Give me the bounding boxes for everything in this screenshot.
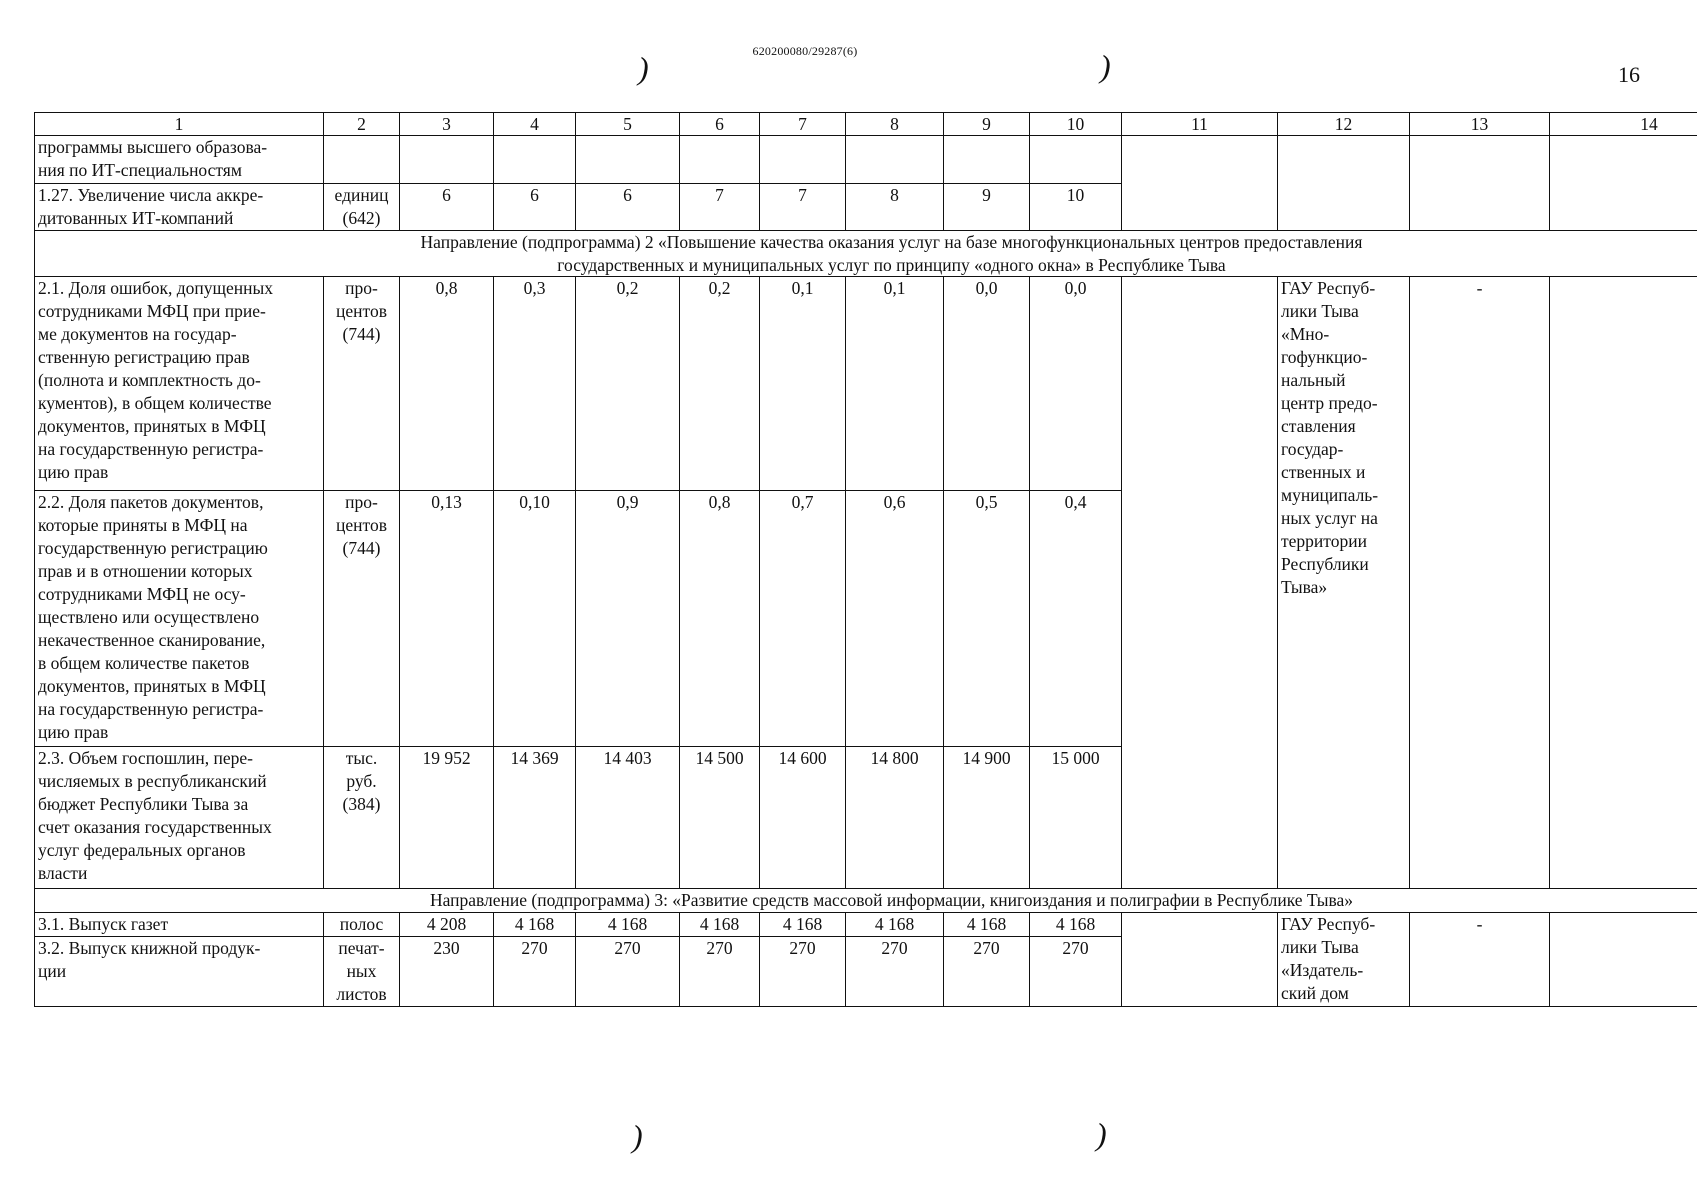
value-cell: 14 369 [494,747,576,889]
indicator-name: 3.1. Выпуск газет [35,913,324,937]
cell [324,136,400,184]
cell [1278,136,1410,231]
cell [760,136,846,184]
unit-cell: тыс. руб. (384) [324,747,400,889]
value-cell: 6 [400,184,494,231]
value-cell: 0,0 [1030,277,1122,491]
cell [1122,277,1278,889]
column-header: 1 [35,113,324,136]
cell [1550,136,1697,231]
cell [1410,136,1550,231]
unit-cell: про- центов (744) [324,277,400,491]
scan-mark: ) [1096,1116,1107,1152]
column-header: 7 [760,113,846,136]
value-cell: 7 [760,184,846,231]
value-cell: 270 [1030,937,1122,1007]
value-cell: 14 900 [944,747,1030,889]
value-cell: 19 952 [400,747,494,889]
value-cell: 0,10 [494,491,576,747]
value-cell: 10 [1030,184,1122,231]
value-cell: 0,1 [760,277,846,491]
dash-cell: - [1410,277,1550,889]
cell [400,136,494,184]
value-cell: 7 [680,184,760,231]
value-cell: 270 [944,937,1030,1007]
column-header: 10 [1030,113,1122,136]
table-row [35,913,1697,937]
unit-cell: единиц (642) [324,184,400,231]
table-row [35,277,1697,491]
value-cell: 270 [494,937,576,1007]
indicators-table [34,112,1697,1007]
scan-mark: ) [638,50,649,86]
value-cell: 270 [846,937,944,1007]
column-header: 5 [576,113,680,136]
value-cell: 4 168 [680,913,760,937]
cell [494,136,576,184]
cell [1550,277,1697,889]
indicator-name: 2.1. Доля ошибок, допущенных сотрудниками МФЦ при прие- ме документов на государ- ственную регистрацию прав (полнота и комплектность до- кументов), в общем количестве документов, принятых в МФЦ на государственную регистра- цию прав [35,277,324,491]
responsible-organization: ГАУ Респуб- лики Тыва «Издатель- ский дом [1278,913,1410,1007]
column-header: 9 [944,113,1030,136]
value-cell: 14 500 [680,747,760,889]
cell [1030,136,1122,184]
value-cell: 4 168 [944,913,1030,937]
column-header: 3 [400,113,494,136]
value-cell: 270 [680,937,760,1007]
value-cell: 0,1 [846,277,944,491]
table-row [35,136,1697,184]
column-header: 2 [324,113,400,136]
value-cell: 6 [494,184,576,231]
responsible-organization: ГАУ Респуб- лики Тыва «Мно- гофункцио- нальный центр предо- ставления государ- ственных и муниципаль- ных услуг на территории Республики Тыва» [1278,277,1410,889]
cell [1550,913,1697,1007]
value-cell: 0,5 [944,491,1030,747]
value-cell: 4 168 [1030,913,1122,937]
value-cell: 0,3 [494,277,576,491]
value-cell: 0,13 [400,491,494,747]
indicator-name: 2.3. Объем госпошлин, пере- числяемых в республиканский бюджет Республики Тыва за счет оказания государственных услуг федеральных органов власти [35,747,324,889]
section-heading: Направление (подпрограмма) 3: «Развитие средств массовой информации, книгоиздания и полиграфии в Республике Тыва» [35,889,1697,913]
column-header: 14 [1550,113,1697,136]
indicator-name: 2.2. Доля пакетов документов, которые приняты в МФЦ на государственную регистрацию прав и в отношении которых сотрудниками МФЦ не осу- ществлено или осуществлено некачественное сканирование, в общем количестве пакетов документов, принятых в МФЦ на государственную регистра- цию прав [35,491,324,747]
value-cell: 0,2 [680,277,760,491]
value-cell: 0,0 [944,277,1030,491]
indicator-name: программы высшего образова- ния по ИТ-специальностям [35,136,324,184]
column-header: 11 [1122,113,1278,136]
scan-mark: ) [632,1118,643,1154]
column-header: 13 [1410,113,1550,136]
value-cell: 4 168 [494,913,576,937]
dash-cell: - [1410,913,1550,1007]
page-number: 16 [1618,62,1640,87]
cell [1122,913,1278,1007]
section-heading: Направление (подпрограмма) 2 «Повышение качества оказания услуг на базе многофункциональных центров предоставления государственных и муниципальных услуг по принципу «одного окна» в Республике Тыва [35,231,1697,277]
value-cell: 8 [846,184,944,231]
value-cell: 0,7 [760,491,846,747]
indicator-name: 1.27. Увеличение числа аккре- дитованных ИТ-компаний [35,184,324,231]
value-cell: 14 600 [760,747,846,889]
value-cell: 4 208 [400,913,494,937]
column-header: 6 [680,113,760,136]
value-cell: 0,8 [680,491,760,747]
value-cell: 4 168 [760,913,846,937]
value-cell: 0,2 [576,277,680,491]
cell [576,136,680,184]
value-cell: 14 403 [576,747,680,889]
indicator-name: 3.2. Выпуск книжной продук- ции [35,937,324,1007]
unit-cell: полос [324,913,400,937]
value-cell: 0,9 [576,491,680,747]
column-header: 4 [494,113,576,136]
value-cell: 9 [944,184,1030,231]
value-cell: 230 [400,937,494,1007]
cell [680,136,760,184]
scan-mark: ) [1100,48,1111,84]
value-cell: 0,6 [846,491,944,747]
value-cell: 270 [760,937,846,1007]
cell [846,136,944,184]
value-cell: 4 168 [846,913,944,937]
value-cell: 4 168 [576,913,680,937]
value-cell: 6 [576,184,680,231]
section-row [35,231,1697,277]
column-number-row [35,113,1697,136]
cell [944,136,1030,184]
cell [1122,136,1278,231]
value-cell: 15 000 [1030,747,1122,889]
unit-cell: печат- ных листов [324,937,400,1007]
document-code: 620200080/29287(6) [752,44,858,58]
value-cell: 270 [576,937,680,1007]
column-header: 12 [1278,113,1410,136]
value-cell: 14 800 [846,747,944,889]
section-row [35,889,1697,913]
column-header: 8 [846,113,944,136]
value-cell: 0,8 [400,277,494,491]
value-cell: 0,4 [1030,491,1122,747]
unit-cell: про- центов (744) [324,491,400,747]
